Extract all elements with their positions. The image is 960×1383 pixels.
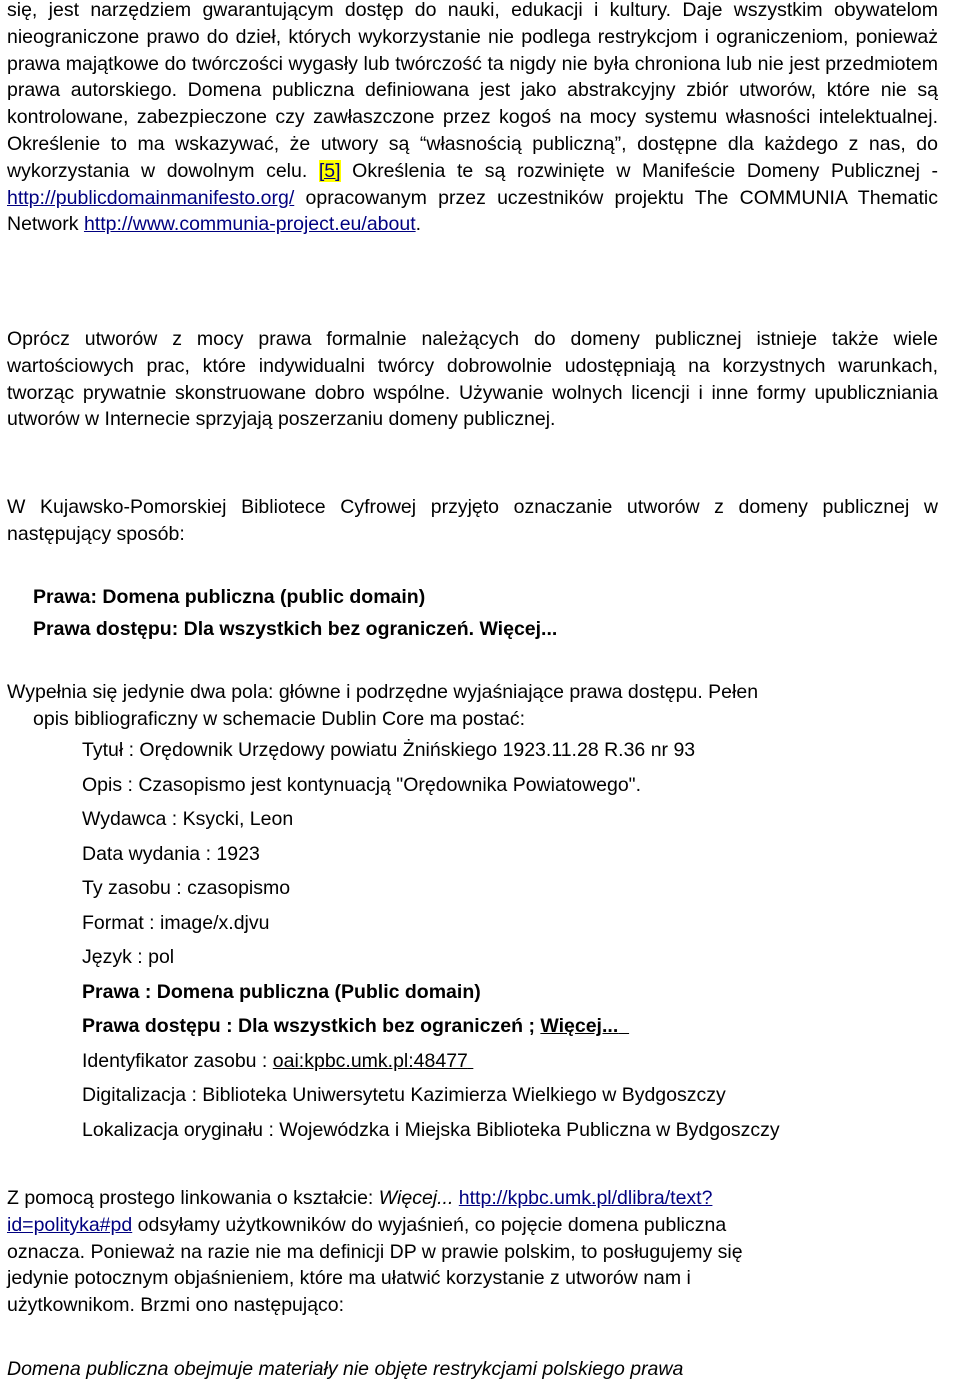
dc-identifier-label: Identyfikator zasobu : (82, 1050, 268, 1072)
paragraph-text: oznacza. Ponieważ na razie nie ma definicji DP w prawie polskim, to posługujemy się (7, 1240, 743, 1263)
paragraph-dublin-core-intro (7, 679, 947, 733)
paragraph-text: się, jest narzędziem gwarantującym dostęp do nauki, edukacji i kultury. Daje wszystkim obywatelom nieograniczone prawo do dzieł, których wykorzystanie nie podlega restrykcjom i ograniczeniom, ponieważ prawa majątkowe do twórczości wygasły lub twórczość ta nigdy nie była chroniona lub nie jest przedmiotem prawa autorskiego. Domena publiczna definiowana jest jako abstrakcyjny zbiór utworów, które nie są kontrolowane, zabezpieczone czy zawłaszczone przez kogoś na mocy systemu własności intelektualnej. Określenie to ma wskazywać, że utwory są “własnością publiczną”, dostępne dla każdego z nas, do wykorzystania w dowolnym celu. (7, 0, 938, 182)
dc-title: Tytuł : Orędownik Urzędowy powiatu Żnińskiego 1923.11.28 R.36 nr 93 (82, 739, 696, 761)
footnote-link[interactable]: [5] (318, 159, 341, 182)
dc-access-rights (82, 1015, 629, 1038)
paragraph-text: opis bibliograficzny w schemacie Dublin Core ma postać: (33, 707, 526, 730)
dc-location: Lokalizacja oryginału : Wojewódzka i Miejska Biblioteka Publiczna w Bydgoszczy (82, 1119, 780, 1141)
rights-access-example-line: Prawa dostępu: Dla wszystkich bez ograniczeń. Więcej... (33, 618, 558, 640)
paragraph-text: jedynie potocznym objaśnieniem, które ma ułatwić korzystanie z utworów nam i (7, 1267, 691, 1290)
identifier-link[interactable]: oai:kpbc.umk.pl:48477 (272, 1050, 468, 1072)
paragraph-text: Określenia te są rozwinięte w Manifeście Domeny Publicznej - (352, 159, 938, 182)
paragraph-text: . (415, 213, 422, 236)
paragraph-text: Wypełnia się jedynie dwa pola: główne i podrzędne wyjaśniające prawa dostępu. Pełen (7, 681, 759, 703)
dc-format: Format : image/x.djvu (82, 912, 270, 934)
paragraph-private-commons: Oprócz utworów z mocy prawa formalnie należących do domeny publicznej istnieje także wiele wartościowych prac, które indywidualni twórcy dobrowolnie udostępniają na korzystnych warunkach, tworząc prywatnie skonstruowane dobro wspólne. Używanie wolnych licencji i inne formy upubliczniania utworów w Internecie sprzyjają poszerzaniu domeny publicznej. (7, 328, 938, 431)
paragraph-public-domain-definition (7, 0, 938, 238)
dc-access-label: Prawa dostępu : Dla wszystkich bez ograniczeń ; (82, 1015, 535, 1037)
paragraph-definition-quote: Domena publiczna obejmuje materiały nie objęte restrykcjami polskiego prawa (7, 1358, 684, 1380)
dc-language: Język : pol (82, 946, 175, 968)
paragraph-linking (7, 1185, 947, 1319)
paragraph-text: użytkownikom. Brzmi ono następująco: (7, 1294, 345, 1317)
dc-identifier (82, 1050, 473, 1073)
dc-type: Ty zasobu : czasopismo (82, 877, 291, 899)
paragraph-text: Z pomocą prostego linkowania o kształcie: (7, 1187, 374, 1209)
rights-example-line: Prawa: Domena publiczna (public domain) (33, 586, 426, 608)
paragraph-text: opracowanym przez uczestników projektu The COMMUNIA Thematic Network (7, 186, 938, 236)
dc-digitization: Digitalizacja : Biblioteka Uniwersytetu Kazimierza Wielkiego w Bydgoszczy (82, 1084, 726, 1106)
dc-description: Opis : Czasopismo jest kontynuacją "Orędownika Powiatowego". (82, 774, 642, 796)
dc-date: Data wydania : 1923 (82, 843, 260, 865)
paragraph-kpbc-marking: W Kujawsko-Pomorskiej Bibliotece Cyfrowej przyjęto oznaczanie utworów z domeny publicznej w następujący sposób: (7, 496, 938, 545)
more-italic-text: Więcej... (378, 1187, 454, 1209)
policy-link[interactable]: http://kpbc.umk.pl/dlibra/text? (458, 1187, 713, 1209)
dc-publisher: Wydawca : Ksycki, Leon (82, 808, 294, 830)
more-link[interactable]: Więcej... (540, 1015, 619, 1037)
paragraph-text: odsyłamy użytkowników do wyjaśnień, co pojęcie domena publiczna (137, 1213, 727, 1236)
public-domain-manifesto-link[interactable]: http://publicdomainmanifesto.org/ (7, 186, 295, 209)
communia-project-link[interactable]: http://www.communia-project.eu/about (83, 213, 416, 236)
policy-link-continued[interactable]: id=polityka#pd (7, 1213, 133, 1236)
dc-rights: Prawa : Domena publiczna (Public domain) (82, 981, 481, 1003)
